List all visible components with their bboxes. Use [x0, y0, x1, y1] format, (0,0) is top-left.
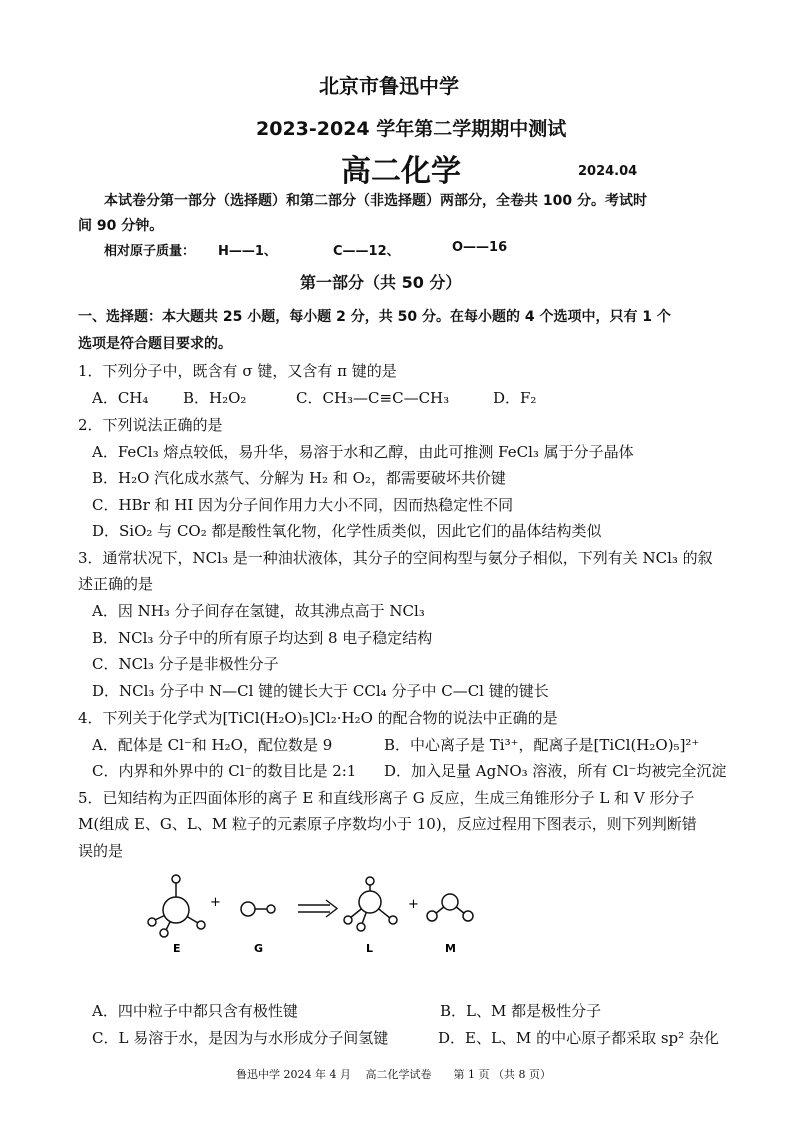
- q4-stem: 4．下列关于化学式为[TiCl(H₂O)₅]Cl₂·H₂O 的配合物的说法中正确的是: [78, 709, 558, 727]
- section-instructions-2: 选项是符合题目要求的。: [78, 336, 232, 352]
- q4-option-a: A．配体是 Cl⁻和 H₂O，配位数是 9: [92, 736, 333, 754]
- page-footer: 鲁迅中学 2024 年 4 月 高二化学试卷 第 1 页 （共 8 页）: [236, 1068, 551, 1081]
- reaction-arrow-icon: [298, 900, 337, 917]
- section-instructions-1: 一、选择题：本大题共 25 小题，每小题 2 分，共 50 分。在每小题的 4 个选项中，只有 1 个: [78, 309, 671, 325]
- exam-date: 2024.04: [578, 164, 638, 179]
- q4-option-d: D．加入足量 AgNO₃ 溶液，所有 Cl⁻均被完全沉淀: [384, 762, 727, 780]
- q3-option-d: D．NCl₃ 分子中 N—Cl 键的键长大于 CCl₄ 分子中 C—Cl 键的键长: [92, 682, 549, 700]
- q2-option-b: B．H₂O 汽化成水蒸气、分解为 H₂ 和 O₂，都需要破坏共价键: [92, 469, 506, 487]
- subject-title: 高二化学: [341, 154, 461, 189]
- q2-option-d: D．SiO₂ 与 CO₂ 都是酸性氧化物，化学性质类似，因此它们的晶体结构类似: [92, 522, 602, 540]
- q4-option-c: C．内界和外界中的 Cl⁻的数目比是 2:1: [92, 762, 357, 780]
- q5-option-d: D．E、L、M 的中心原子都采取 sp² 杂化: [438, 1029, 719, 1047]
- q1-stem: 1．下列分子中，既含有 σ 键，又含有 π 键的是: [78, 362, 397, 380]
- q3-option-a: A．因 NH₃ 分子间存在氢键，故其沸点高于 NCl₃: [92, 602, 425, 620]
- q5-stem-line-1: 5．已知结构为正四面体形的离子 E 和直线形离子 G 反应，生成三角锥形分子 L 和 V 形分子: [78, 789, 695, 807]
- q2-option-a: A．FeCl₃ 熔点较低，易升华，易溶于水和乙醇，由此可推测 FeCl₃ 属于分子晶体: [92, 443, 634, 461]
- q4-option-b: B．中心离子是 Ti³⁺，配离子是[TiCl(H₂O)₅]²⁺: [384, 736, 700, 754]
- q3-stem-line-1: 3．通常状况下，NCl₃ 是一种油状液体，其分子的空间构型与氨分子相似，下列有关 NCl₃ 的叙: [78, 549, 713, 567]
- molecule-l-icon: [344, 877, 397, 931]
- atomic-mass-h: H——1、: [218, 244, 277, 259]
- q3-option-c: C．NCl₃ 分子是非极性分子: [92, 655, 279, 673]
- label-g: G: [254, 942, 264, 955]
- q5-option-b: B．L、M 都是极性分子: [440, 1002, 602, 1020]
- intro-line-1: 本试卷分第一部分（选择题）和第二部分（非选择题）两部分，全卷共 100 分。考试时: [104, 193, 647, 209]
- q3-option-b: B．NCl₃ 分子中的所有原子均达到 8 电子稳定结构: [92, 629, 433, 647]
- exam-term: 2023-2024 学年第二学期期中测试: [256, 118, 567, 140]
- atomic-mass-c: C——12、: [333, 244, 400, 259]
- label-l: L: [366, 942, 374, 955]
- atomic-masses-label: 相对原子质量：: [104, 244, 196, 259]
- plus-sign-1: +: [210, 895, 221, 910]
- part1-heading: 第一部分（共 50 分）: [300, 273, 462, 292]
- q2-stem: 2．下列说法正确的是: [78, 416, 223, 434]
- q5-option-c: C．L 易溶于水，是因为与水形成分子间氢键: [92, 1029, 389, 1047]
- molecule-g-icon: [241, 902, 275, 916]
- label-e: E: [173, 942, 181, 955]
- intro-line-2: 间 90 分钟。: [78, 218, 164, 234]
- q5-option-a: A．四中粒子中都只含有极性键: [92, 1002, 298, 1020]
- school-name: 北京市鲁迅中学: [319, 74, 459, 98]
- plus-sign-2: +: [408, 897, 419, 912]
- q5-stem-line-2: M(组成 E、G、L、M 粒子的元素原子序数均小于 10)，反应过程用下图表示，则下列判断错: [78, 815, 697, 833]
- molecule-e-icon: [148, 875, 205, 937]
- molecule-m-icon: [427, 894, 473, 921]
- reaction-diagram: [140, 868, 500, 968]
- q2-option-c: C．HBr 和 HI 因为分子间作用力大小不同，因而热稳定性不同: [92, 496, 514, 514]
- q1-option-c: C．CH₃—C≡C—CH₃: [296, 389, 450, 407]
- q1-option-b: B．H₂O₂: [183, 389, 247, 407]
- q1-option-d: D．F₂: [493, 389, 537, 407]
- label-m: M: [445, 942, 456, 955]
- q3-stem-line-2: 述正确的是: [78, 575, 154, 593]
- atomic-mass-o: O——16: [452, 240, 508, 255]
- q1-option-a: A．CH₄: [92, 389, 149, 407]
- q5-stem-line-3: 误的是: [78, 842, 124, 860]
